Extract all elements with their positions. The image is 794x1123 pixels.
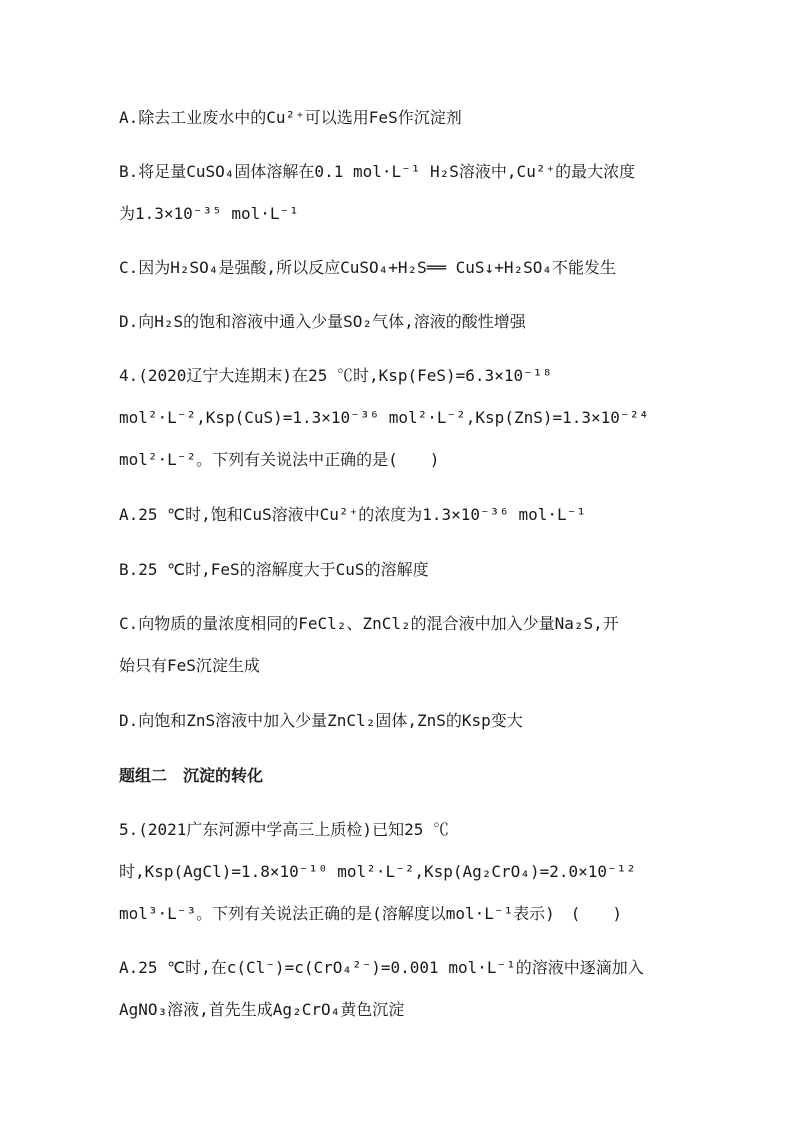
- text-line: A.25 ℃时,在c(Cl⁻)=c(CrO₄²⁻)=0.001 mol·L⁻¹的溶液中逐滴加入: [119, 958, 644, 977]
- text-line: 始只有FeS沉淀生成: [119, 656, 260, 675]
- text-line: A.除去工业废水中的Cu²⁺可以选用FeS作沉淀剂: [119, 108, 462, 127]
- text-line: C.因为H₂SO₄是强酸,所以反应CuSO₄+H₂S══ CuS↓+H₂SO₄不能发生: [119, 258, 616, 277]
- text-line: mol³·L⁻³。下列有关说法正确的是(溶解度以mol·L⁻¹表示) ( ): [119, 904, 623, 923]
- text-line: C.向物质的量浓度相同的FeCl₂、ZnCl₂的混合液中加入少量Na₂S,开: [119, 614, 619, 633]
- text-line: 5.(2021广东河源中学高三上质检)已知25 ℃: [119, 820, 449, 839]
- text-line: mol²·L⁻²,Ksp(CuS)=1.3×10⁻³⁶ mol²·L⁻²,Ksp(ZnS)=1.3×10⁻²⁴: [119, 408, 649, 427]
- text-line: 时,Ksp(AgCl)=1.8×10⁻¹⁰ mol²·L⁻²,Ksp(Ag₂CrO₄)=2.0×10⁻¹²: [119, 862, 636, 881]
- text-line: 为1.3×10⁻³⁵ mol·L⁻¹: [119, 204, 299, 223]
- text-line: D.向饱和ZnS溶液中加入少量ZnCl₂固体,ZnS的Ksp变大: [119, 711, 523, 730]
- text-line: B.25 ℃时,FeS的溶解度大于CuS的溶解度: [119, 560, 429, 579]
- text-line: 4.(2020辽宁大连期末)在25 ℃时,Ksp(FeS)=6.3×10⁻¹⁸: [119, 366, 552, 385]
- text-line: B.将足量CuSO₄固体溶解在0.1 mol·L⁻¹ H₂S溶液中,Cu²⁺的最大浓度: [119, 162, 636, 181]
- section-heading: 题组二 沉淀的转化: [119, 766, 264, 785]
- text-line: A.25 ℃时,饱和CuS溶液中Cu²⁺的浓度为1.3×10⁻³⁶ mol·L⁻¹: [119, 505, 586, 524]
- text-line: mol²·L⁻²。下列有关说法中正确的是( ): [119, 450, 440, 469]
- text-line: D.向H₂S的饱和溶液中通入少量SO₂气体,溶液的酸性增强: [119, 312, 526, 331]
- text-line: AgNO₃溶液,首先生成Ag₂CrO₄黄色沉淀: [119, 1000, 405, 1019]
